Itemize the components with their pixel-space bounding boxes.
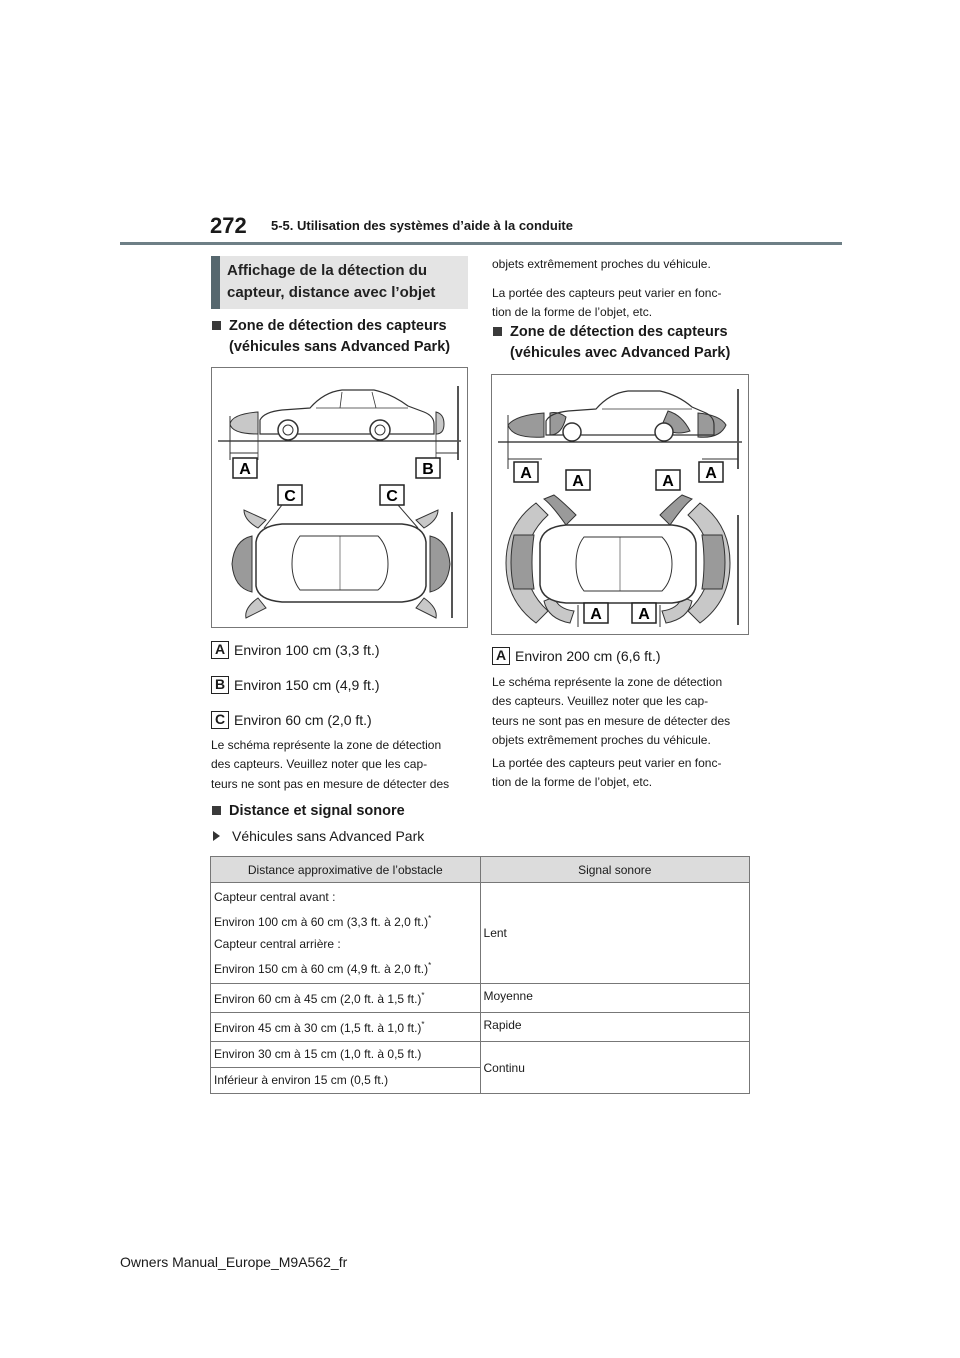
row1-line-4: Environ 150 cm à 60 cm (4,9 ft. à 2,0 ft.): [214, 962, 429, 976]
label-c-right: C: [386, 488, 398, 505]
left-zone-heading-line-1: Zone de détection des capteurs: [229, 318, 447, 334]
square-bullet-icon: [212, 321, 221, 330]
row1-line-1: Capteur central avant :: [214, 890, 336, 904]
label-c-left: C: [284, 488, 296, 505]
label-a-3: A: [662, 473, 674, 490]
row3-text: Environ 45 cm à 30 cm (1,5 ft. à 1,0 ft.): [214, 1021, 422, 1035]
row1-line-3: Capteur central arrière :: [214, 937, 341, 951]
label-a-1: A: [520, 465, 532, 482]
right-para3-line-3: teurs ne sont pas en mesure de détecter des: [492, 713, 731, 728]
right-para3-line-1: Le schéma représente la zone de détection: [492, 675, 723, 689]
right-paragraph-2: [492, 284, 757, 323]
table-row: [211, 984, 750, 1013]
right-paragraph-3: [492, 673, 757, 750]
legend-b-text: Environ 150 cm (4,9 ft.): [234, 677, 380, 693]
right-zone-heading-line-2: (véhicules avec Advanced Park): [510, 345, 731, 361]
row3-signal: Rapide: [480, 1013, 749, 1042]
legend-b: [211, 676, 380, 694]
distance-heading: [212, 801, 472, 822]
left-zone-heading: [212, 316, 472, 358]
right-paragraph-1: [492, 255, 757, 274]
table-row: [211, 1042, 750, 1068]
label-a-6: A: [638, 606, 650, 623]
legend-b-key: B: [211, 676, 229, 694]
footnote-mark: *: [421, 991, 425, 1000]
legend-a-key: A: [211, 641, 229, 659]
row4-signal: Continu: [480, 1042, 749, 1094]
right-paragraph-4: [492, 754, 757, 793]
page-number: 272: [210, 213, 247, 238]
square-bullet-icon: [212, 806, 221, 815]
right-para2-line-1: La portée des capteurs peut varier en fonc-: [492, 286, 722, 300]
square-bullet-icon: [493, 327, 502, 336]
header-rule: [120, 242, 842, 245]
vehicles-bullet: [213, 828, 424, 844]
legend-c: [211, 711, 372, 729]
footnote-mark: *: [428, 961, 432, 970]
row3-distance: [211, 1013, 481, 1042]
col-signal-header: Signal sonore: [480, 857, 749, 883]
legend-c-key: C: [211, 711, 229, 729]
row1-signal: Lent: [480, 883, 749, 984]
right-zone-heading-line-1: Zone de détection des capteurs: [510, 324, 728, 340]
right-legend-a: [492, 647, 661, 665]
footnote-mark: *: [428, 914, 432, 923]
footer: Owners Manual_Europe_M9A562_fr: [120, 1254, 348, 1270]
table-header-row: [211, 857, 750, 883]
table-row: [211, 1013, 750, 1042]
row1-distance: [211, 883, 481, 984]
left-zone-heading-line-2: (véhicules sans Advanced Park): [229, 339, 451, 355]
row2-distance: [211, 984, 481, 1013]
col-distance-header: Distance approximative de l’obstacle: [211, 857, 481, 883]
right-para3-line-4: objets extrêmement proches du véhicule.: [492, 732, 711, 747]
label-a-2: A: [572, 473, 584, 490]
row2-signal: Moyenne: [480, 984, 749, 1013]
legend-c-text: Environ 60 cm (2,0 ft.): [234, 712, 372, 728]
topic-box: [211, 256, 468, 309]
right-legend-a-key: A: [492, 647, 510, 665]
topic-line-2: capteur, distance avec l’objet: [227, 284, 436, 301]
row4-distance: Environ 30 cm à 15 cm (1,0 ft. à 0,5 ft.): [211, 1042, 481, 1068]
right-para3-line-2: des capteurs. Veuillez noter que les cap-: [492, 694, 709, 709]
left-para-line-3: teurs ne sont pas en mesure de détecter des: [211, 776, 450, 791]
distance-table: [210, 856, 750, 1094]
left-paragraph: [211, 736, 476, 794]
footnote-mark: *: [421, 1020, 425, 1029]
topic-line-1: Affichage de la détection du: [227, 262, 428, 279]
section-title: 5-5. Utilisation des systèmes d’aide à la conduite: [271, 218, 573, 233]
left-sensor-figure: [211, 367, 468, 628]
right-para4-line-2: tion de la forme de l’objet, etc.: [492, 775, 653, 790]
right-legend-a-text: Environ 200 cm (6,6 ft.): [515, 648, 661, 664]
right-para2-line-2: tion de la forme de l’objet, etc.: [492, 305, 653, 320]
right-para1-line-1: objets extrêmement proches du véhicule.: [492, 257, 711, 271]
right-sensor-figure: [491, 374, 749, 635]
row1-line-2: Environ 100 cm à 60 cm (3,3 ft. à 2,0 ft.): [214, 915, 429, 929]
label-b: B: [422, 461, 434, 478]
row2-text: Environ 60 cm à 45 cm (2,0 ft. à 1,5 ft.): [214, 992, 422, 1006]
legend-a: [211, 641, 380, 659]
table-row: [211, 883, 750, 984]
distance-heading-text: Distance et signal sonore: [229, 803, 405, 819]
right-zone-heading: [493, 322, 755, 364]
label-a-5: A: [590, 606, 602, 623]
right-para4-line-1: La portée des capteurs peut varier en fonc-: [492, 756, 722, 770]
label-a: A: [239, 461, 251, 478]
row5-distance: Inférieur à environ 15 cm (0,5 ft.): [211, 1068, 481, 1094]
vehicles-bullet-text: Véhicules sans Advanced Park: [232, 828, 425, 844]
left-para-line-1: Le schéma représente la zone de détection: [211, 738, 442, 752]
left-para-line-2: des capteurs. Veuillez noter que les cap-: [211, 757, 428, 772]
label-a-4: A: [705, 465, 717, 482]
legend-a-text: Environ 100 cm (3,3 ft.): [234, 642, 380, 658]
triangle-bullet-icon: [213, 831, 220, 841]
